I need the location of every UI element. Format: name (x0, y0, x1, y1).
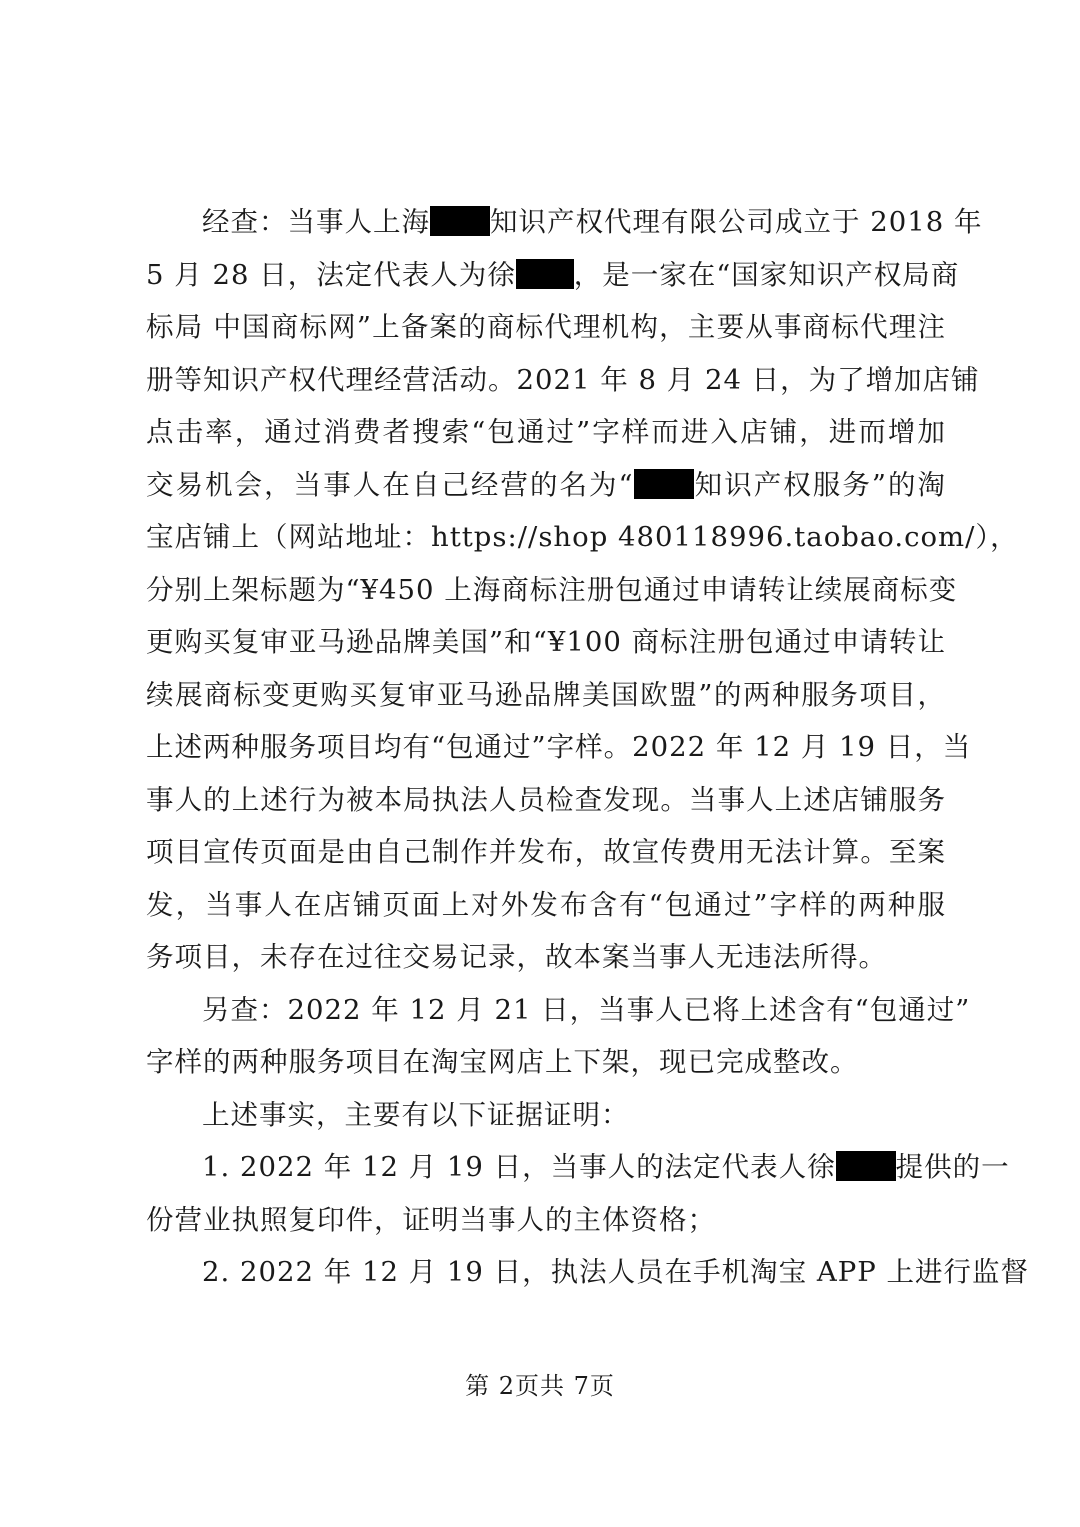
paragraph-line: 另查：2022 年 12 月 21 日，当事人已将上述含有“包通过” (202, 993, 971, 1026)
paragraph-line: 标局 中国商标网”上备案的商标代理机构，主要从事商标代理注 (146, 311, 946, 343)
redaction-block (516, 259, 574, 289)
paragraph-line (146, 459, 946, 512)
document-body (146, 196, 1030, 1299)
text-segment: 1. 2022 年 12 月 19 日，当事人的法定代表人徐 (202, 1151, 836, 1183)
paragraph-line: 册等知识产权代理经营活动。2021 年 8 月 24 日，为了增加店铺 (146, 363, 980, 396)
paragraph-line: 点击率，通过消费者搜索“包通过”字样而进入店铺，进而增加 (146, 416, 946, 448)
paragraph-line: 分别上架标题为“¥450 上海商标注册包通过申请转让续展商标变 (146, 573, 958, 606)
paragraph-line (146, 196, 983, 249)
paragraph-line: 发，当事人在店铺页面上对外发布含有“包通过”字样的两种服 (146, 888, 946, 921)
text-segment: 提供的一 (895, 1151, 1010, 1183)
redaction-block (634, 469, 694, 499)
paragraph-line: 字样的两种服务项目在淘宝网店上下架，现已完成整改。 (146, 1046, 859, 1078)
paragraph-line: 项目宣传页面是由自己制作并发布，故宣传费用无法计算。至案 (146, 836, 946, 868)
text-segment: ，是一家在“国家知识产权局商 (573, 258, 960, 291)
page-number: 第 2页共 7页 (465, 1372, 615, 1400)
paragraph-line (146, 249, 960, 302)
paragraph-line: 2. 2022 年 12 月 19 日，执法人员在手机淘宝 APP 上进行监督 (202, 1256, 1030, 1288)
text-segment: 知识产权服务”的淘 (693, 468, 946, 501)
paragraph-line: 务项目，未存在过往交易记录，故本案当事人无违法所得。 (146, 941, 887, 973)
paragraph-line: 更购买复审亚马逊品牌美国”和“¥100 商标注册包通过申请转让 (146, 626, 946, 658)
text-segment: 5 月 28 日，法定代表人为徐 (146, 258, 516, 291)
paragraph-line: 事人的上述行为被本局执法人员检查发现。当事人上述店铺服务 (146, 783, 946, 816)
paragraph-line (146, 1141, 1010, 1194)
paragraph-line: 上述两种服务项目均有“包通过”字样。2022 年 12 月 19 日，当 (146, 731, 972, 763)
text-segment: 知识产权代理有限公司成立于 2018 年 (490, 206, 983, 238)
redaction-block (836, 1151, 896, 1181)
text-segment: 经查：当事人上海 (202, 206, 430, 238)
paragraph-line: 宝店铺上（网站地址：https://shop 480118996.taobao.com/）， (146, 521, 1019, 553)
paragraph-line: 上述事实，主要有以下证据证明： (202, 1098, 630, 1131)
text-segment: 交易机会，当事人在自己经营的名为“ (146, 468, 634, 501)
paragraph-line: 续展商标变更购买复审亚马逊品牌美国欧盟”的两种服务项目， (146, 678, 946, 711)
paragraph-line: 份营业执照复印件，证明当事人的主体资格； (146, 1203, 716, 1236)
redaction-block (430, 206, 490, 236)
